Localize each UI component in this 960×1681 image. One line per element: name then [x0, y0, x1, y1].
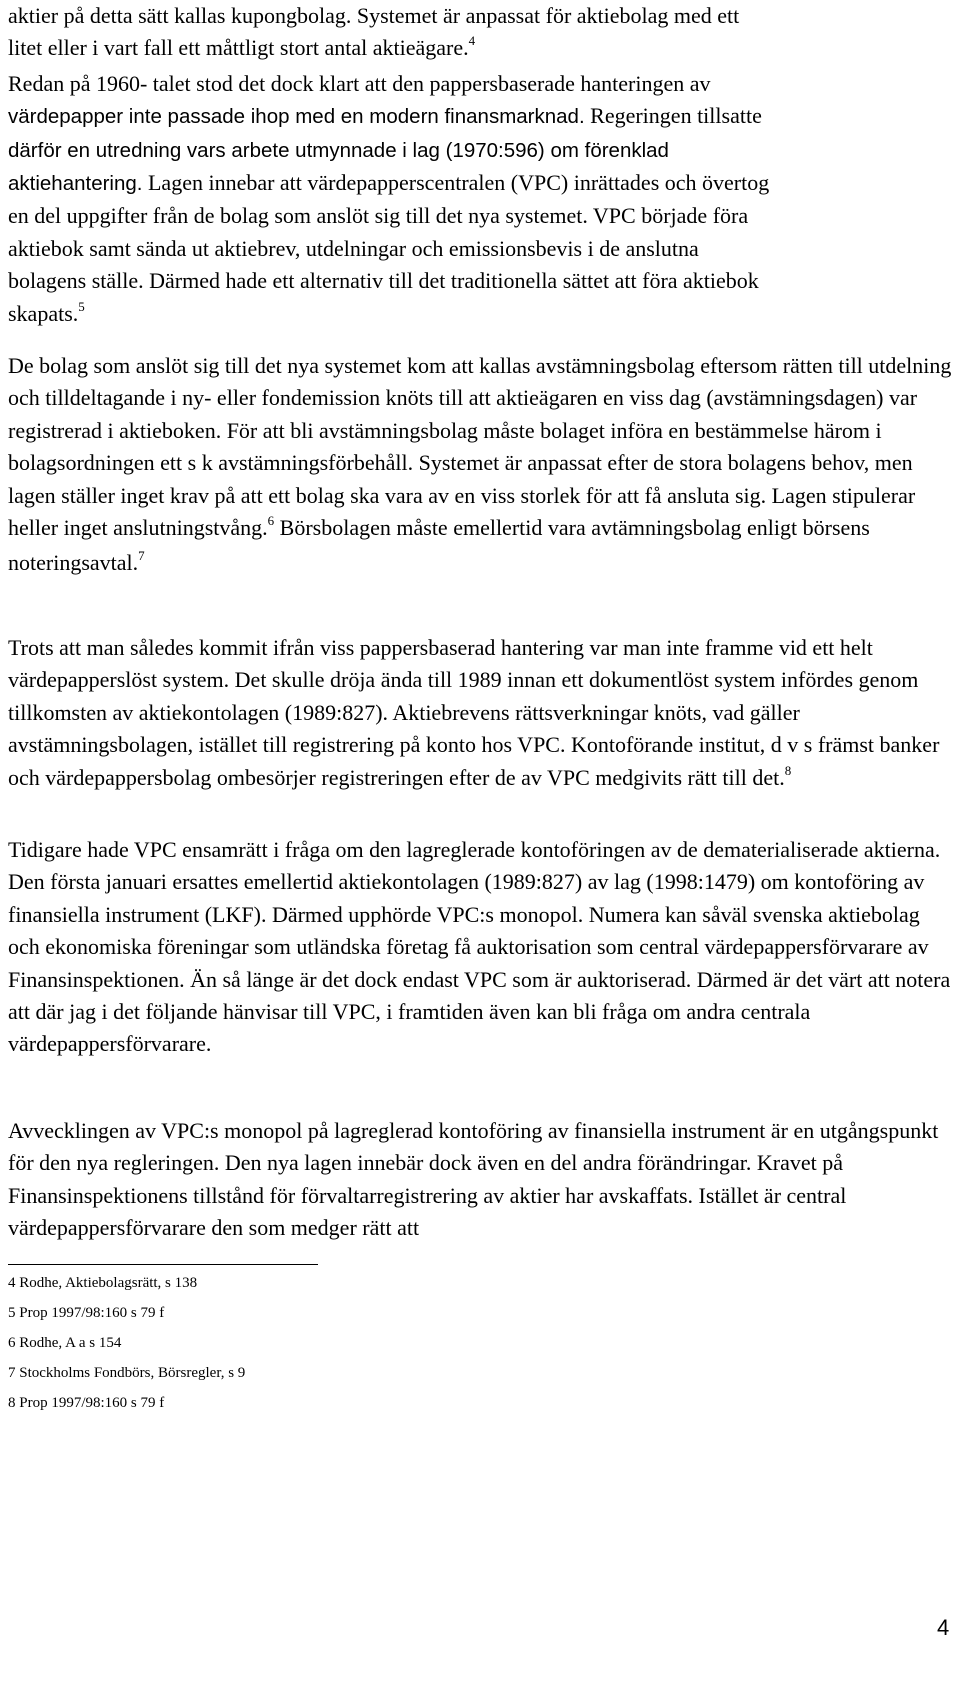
footnote-5: 5 Prop 1997/98:160 s 79 f — [8, 1305, 165, 1321]
text-line: skapats.$^5$ — [8, 298, 85, 326]
page-number: 4 — [937, 1615, 950, 1640]
footnote-ref: 5 — [78, 298, 85, 314]
text-line: bolagens ställe. Därmed hade ett alternativ till det traditionella sättet att föra aktiebok — [8, 268, 759, 294]
text-line: aktiebok samt sända ut aktiebrev, utdelningar och emissionsbevis i de anslutna — [8, 235, 699, 261]
text-line: aktier på detta sätt kallas kupongbolag. Systemet är anpassat för aktiebolag med ett — [8, 3, 740, 28]
paragraph-4: Tidigare hade VPC ensamrätt i fråga om den lagreglerade kontoföringen av de dematerialiserade aktierna. Den första januari ersattes emellertid aktiekontolagen (1989:827) av lag (1998:1479) om kontoföring av finansiella instrument (LKF). Därmed upphörde VPC:s monopol. Numera kan såväl svenska aktiebolag och ekonomiska föreningar som utländska företag få auktorisation som central värdepappersförvarare av Finansinspektionen. Än så länge är det dock endast VPC som är auktoriserad. Därmed är det värt att notera att där jag i det följande hänvisar till VPC, i framtiden även kan bli fråga om andra centrala värdepappersförvarare. — [8, 837, 951, 1057]
footnote-divider — [8, 1264, 318, 1265]
text-line: värdepapper inte passade ihop med en modern finansmarknad. Regeringen tillsatte — [8, 103, 762, 129]
footnote-ref: 8 — [784, 762, 792, 778]
text-line: aktiehantering. Lagen innebar att värdepapperscentralen (VPC) inrättades och övertog — [8, 170, 770, 196]
paragraph-3: Trots att man således kommit ifrån viss pappersbaserad hantering var man inte framme vid ett helt värdepapperslöst system. Det skulle dröja ända till 1989 innan ett dokumentlöst system infördes genom tillkomsten av aktiekontolagen (1989:827). Aktiebrevens rättsverkningar knöts, vad gäller avstämningsbolagen, istället till registrering på konto hos VPC. Kontoförande institut, d v s främst banker och värdepappersbolag ombesörjer registreringen efter de av VPC medgivits rätt till det.$^8$ — [8, 635, 940, 790]
paragraph-2: De bolag som anslöt sig till det nya systemet kom att kallas avstämningsbolag eftersom rätten till utdelning och tilldeltagande i ny- eller fondemission knöts till att aktieägaren en viss dag (avstämningsdagen) var registrerad i aktieboken. För att bli avstämningsbolag måste bolaget införa en bestämmelse härom i bolagsordningen ett s k avstämningsförbehåll. Systemet är anpassat efter de stora bolagens behov, men lagen ställer inget krav på att ett bolag ska vara av en viss storlek för att få ansluta sig. Lagen stipulerar heller inget anslutningstvång.$^6$ Börsbolagen måste emellertid vara avtämningsbolag enligt börsens noteringsavtal.$^7$ — [8, 353, 952, 576]
text-line: därför en utredning vars arbete utmynnade i lag (1970:596) om förenklad — [8, 138, 669, 162]
footnote-ref: 7 — [138, 548, 145, 564]
text-line: Redan på 1960- talet stod det dock klart att den pappersbaserade hanteringen av — [8, 70, 711, 96]
paragraph-1 — [8, 0, 953, 333]
footnote-ref: 6 — [267, 513, 275, 529]
text-line: litet eller i vart fall ett måttligt stort antal aktieägare.$^4$ — [8, 33, 476, 61]
footnote-6: 6 Rodhe, A a s 154 — [8, 1335, 122, 1351]
footnote-7: 7 Stockholms Fondbörs, Börsregler, s 9 — [8, 1365, 246, 1381]
footnote-4: 4 Rodhe, Aktiebolagsrätt, s 138 — [8, 1275, 198, 1291]
text-line: en del uppgifter från de bolag som anslöt sig till det nya systemet. VPC började föra — [8, 203, 749, 229]
paragraph-5: Avvecklingen av VPC:s monopol på lagreglerad kontoföring av finansiella instrument är en utgångspunkt för den nya regleringen. Den nya lagen innebär dock även en del andra förändringar. Kravet på Finansinspektionens tillstånd för förvaltarregistrering av aktier har avskaffats. Istället är central värdepappersförvarare den som medger rätt att — [8, 1118, 939, 1241]
footnote-ref: 4 — [468, 33, 476, 49]
footnote-8: 8 Prop 1997/98:160 s 79 f — [8, 1395, 165, 1411]
